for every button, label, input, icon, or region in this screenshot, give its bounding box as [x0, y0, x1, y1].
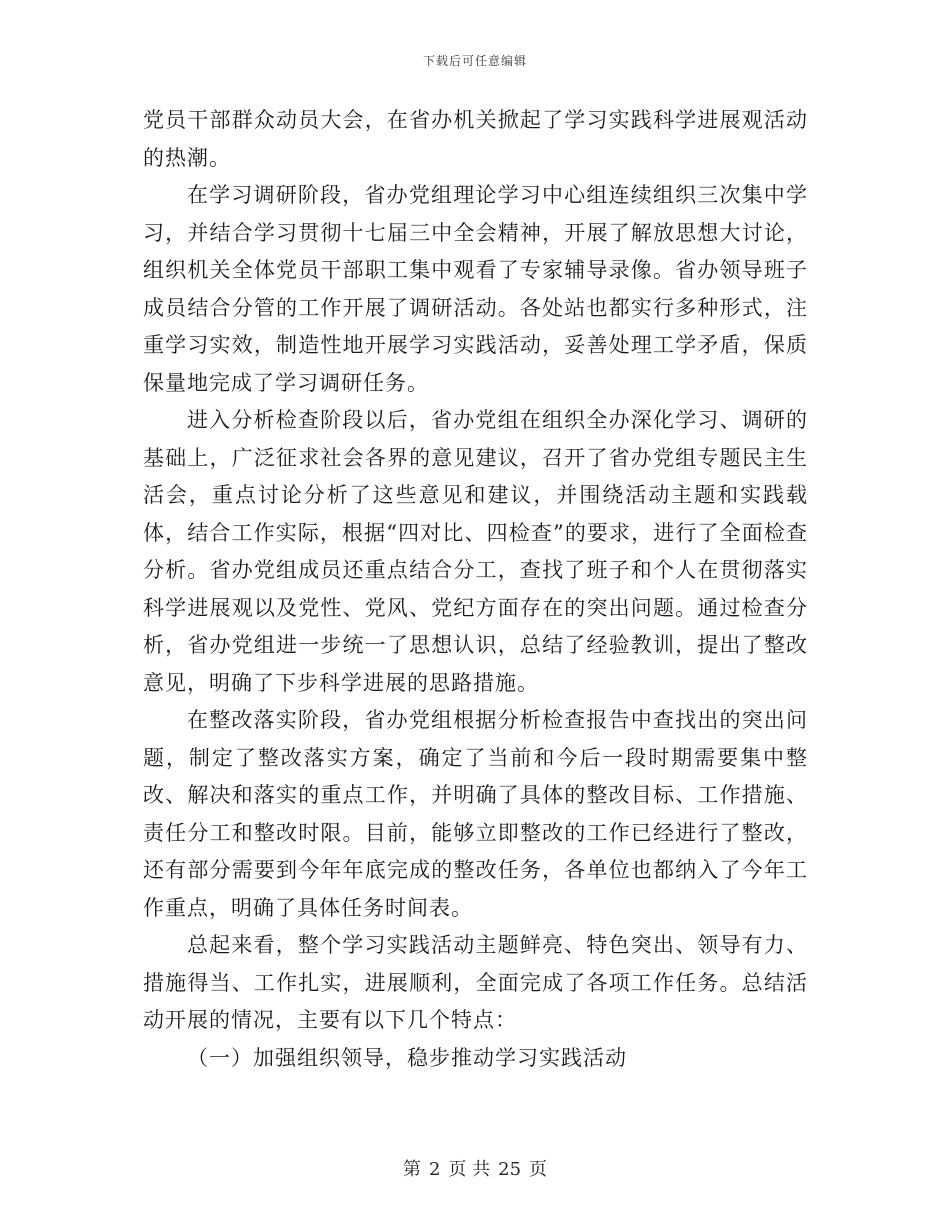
footer-middle: 页 共 — [448, 1159, 491, 1180]
paragraph-analysis-inspection: 进入分析检查阶段以后，省办党组在组织全办深化学习、调研的基础上，广泛征求社会各界的意见建议，召开了省办党组专题民主生活会，重点讨论分析了这些意见和建议，并围绕活动主题和实践载体，结合工作实际，根据“四对比、四检查”的要求，进行了全面检查分析。省办党组成员还重点结合分工，查找了班子和个人在贯彻落实科学进展观以及党性、党风、党纪方面存在的突出问题。通过检查分析，省办党组进一步统一了思想认识，总结了经验教训，提出了整改意见，明确了下步科学进展的思路措施。 — [143, 408, 808, 695]
paragraph-summary: 总起来看，整个学习实践活动主题鲜亮、特色突出、领导有力、措施得当、工作扎实，进展顺利，全面完成了各项工作任务。总结活动开展的情况，主要有以下几个特点： — [143, 933, 808, 1032]
footer-prefix: 第 — [402, 1159, 421, 1180]
page-footer — [0, 1155, 950, 1181]
paragraph-study-research: 在学习调研阶段，省办党组理论学习中心组连续组织三次集中学习，并结合学习贯彻十七届三中全会精神，开展了解放思想大讨论，组织机关全体党员干部职工集中观看了专家辅导录像。省办领导班子成员结合分管的工作开展了调研活动。各处站也都实行多种形式，注重学习实效，制造性地开展学习实践活动，妥善处理工学矛盾，保质保量地完成了学习调研任务。 — [143, 183, 808, 395]
current-page-number: 2 — [428, 1159, 441, 1180]
paragraph-continuation: 党员干部群众动员大会，在省办机关掀起了学习实践科学进展观活动的热潮。 — [143, 108, 808, 170]
page-header: 下载后可任意编辑 — [422, 54, 527, 68]
document-body — [143, 102, 808, 1077]
total-pages-number: 25 — [498, 1159, 522, 1180]
footer-suffix: 页 — [529, 1159, 548, 1180]
section-heading: （一）加强组织领导，稳步推动学习实践活动 — [187, 1045, 627, 1070]
paragraph-rectification: 在整改落实阶段，省办党组根据分析检查报告中查找出的突出问题，制定了整改落实方案，确定了当前和今后一段时期需要集中整改、解决和落实的重点工作，并明确了具体的整改目标、工作措施、责任分工和整改时限。目前，能够立即整改的工作已经进行了整改，还有部分需要到今年年底完成的整改任务，各单位也都纳入了今年工作重点，明确了具体任务时间表。 — [143, 708, 808, 920]
